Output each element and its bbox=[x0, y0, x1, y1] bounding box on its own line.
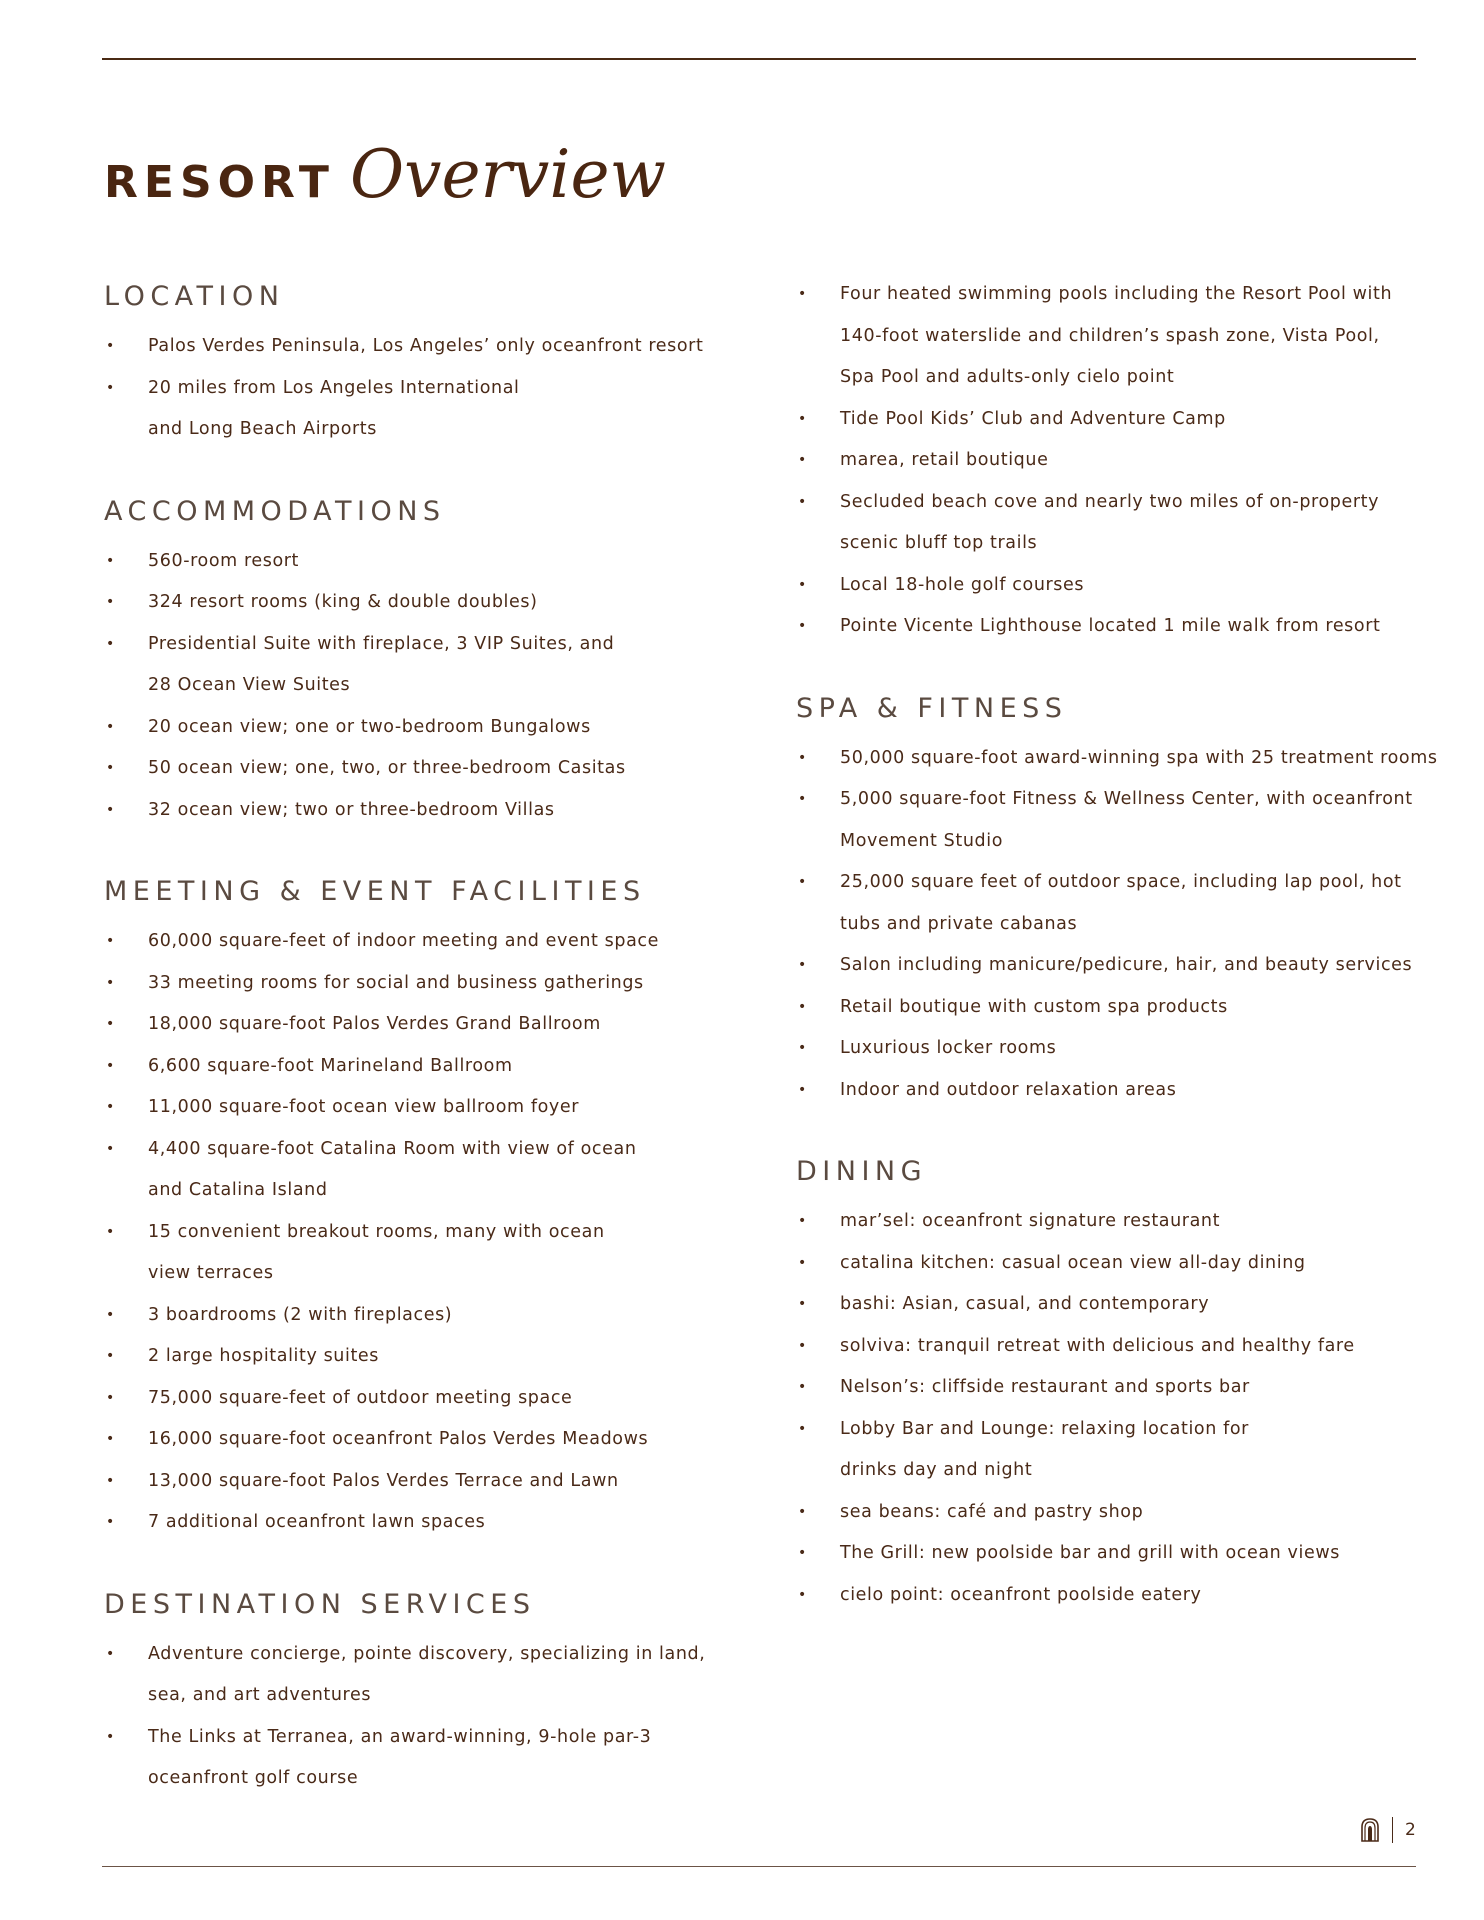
bullet-icon: • bbox=[106, 974, 115, 991]
list-item-continuation bbox=[104, 409, 724, 451]
list-item bbox=[104, 1419, 724, 1461]
bullet-icon: • bbox=[106, 379, 115, 396]
list-item bbox=[104, 707, 724, 749]
list-item bbox=[104, 1717, 724, 1759]
list-item-text: 18,000 square-foot Palos Verdes Grand Ballroom bbox=[148, 1014, 601, 1034]
list-item bbox=[796, 606, 1456, 648]
list-item-text: 28 Ocean View Suites bbox=[148, 675, 351, 695]
list-item-text: 6,600 square-foot Marineland Ballroom bbox=[148, 1055, 513, 1076]
bullet-icon: • bbox=[798, 1586, 807, 1603]
list-item bbox=[796, 779, 1456, 821]
list-item-text: and Long Beach Airports bbox=[148, 419, 377, 439]
list-item bbox=[796, 738, 1456, 780]
bullet-icon: • bbox=[798, 1503, 807, 1520]
list-item bbox=[796, 399, 1456, 441]
bullet-icon: • bbox=[106, 801, 115, 818]
section bbox=[104, 493, 724, 832]
list-item-text: 2 large hospitality suites bbox=[148, 1346, 380, 1366]
list-item-text: 33 meeting rooms for social and business gatherings bbox=[148, 972, 644, 993]
list-item-text: 20 miles from Los Angeles International bbox=[148, 377, 520, 398]
top-rule bbox=[102, 58, 1416, 60]
list-item-text: Spa Pool and adults-only cielo point bbox=[840, 367, 1175, 387]
bullet-icon: • bbox=[798, 749, 807, 766]
title-script-text: Overview bbox=[350, 136, 666, 213]
list-item bbox=[104, 1502, 724, 1544]
list-item-text: solviva: tranquil retreat with delicious and healthy fare bbox=[840, 1335, 1355, 1356]
list-item bbox=[796, 274, 1456, 316]
list-item bbox=[796, 1409, 1456, 1451]
list-item-text: Pointe Vicente Lighthouse located 1 mile walk from resort bbox=[840, 616, 1381, 636]
section-heading: ACCOMMODATIONS bbox=[104, 495, 446, 527]
list-item bbox=[104, 1336, 724, 1378]
list-item-text: catalina kitchen: casual ocean view all-day dining bbox=[840, 1252, 1306, 1273]
list-item bbox=[104, 1295, 724, 1337]
bullet-icon: • bbox=[798, 998, 807, 1015]
section bbox=[796, 274, 1456, 648]
bullet-icon: • bbox=[798, 493, 807, 510]
list-item-text: bashi: Asian, casual, and contemporary bbox=[840, 1294, 1210, 1314]
bullet-icon: • bbox=[106, 718, 115, 735]
bullet-list bbox=[796, 738, 1456, 1112]
list-item bbox=[104, 1634, 724, 1676]
list-item-text: 15 convenient breakout rooms, many with ocean bbox=[148, 1221, 605, 1242]
bullet-icon: • bbox=[798, 1254, 807, 1271]
list-item-text: Adventure concierge, pointe discovery, specializing in land, bbox=[148, 1643, 706, 1664]
bullet-icon: • bbox=[798, 410, 807, 427]
list-item-text: Presidential Suite with fireplace, 3 VIP Suites, and bbox=[148, 633, 615, 654]
list-item-text: 560-room resort bbox=[148, 550, 300, 571]
list-item bbox=[796, 482, 1456, 524]
bullet-icon: • bbox=[798, 1545, 807, 1561]
list-item bbox=[796, 1070, 1456, 1112]
list-item bbox=[796, 1533, 1456, 1575]
bullet-list bbox=[104, 326, 724, 451]
list-item-text: view terraces bbox=[148, 1263, 274, 1283]
left-column bbox=[104, 278, 724, 1842]
bullet-icon: • bbox=[106, 1223, 115, 1240]
bullet-icon: • bbox=[798, 1296, 807, 1312]
list-item bbox=[104, 368, 724, 410]
section-heading: SPA & FITNESS bbox=[796, 692, 1068, 724]
list-item-text: Palos Verdes Peninsula, Los Angeles’ only oceanfront resort bbox=[148, 336, 704, 356]
page-title bbox=[104, 136, 666, 216]
list-item bbox=[796, 1492, 1456, 1534]
list-item-text: 4,400 square-foot Catalina Room with view of ocean bbox=[148, 1138, 637, 1159]
list-item-text: 25,000 square feet of outdoor space, including lap pool, hot bbox=[840, 872, 1402, 892]
list-item-text: 50,000 square-foot award-winning spa with 25 treatment rooms bbox=[840, 747, 1438, 768]
list-item-text: 13,000 square-foot Palos Verdes Terrace and Lawn bbox=[148, 1470, 619, 1491]
list-item bbox=[796, 1575, 1456, 1617]
list-item-text: 7 additional oceanfront lawn spaces bbox=[148, 1512, 486, 1532]
bullet-icon: • bbox=[106, 1645, 115, 1662]
arch-logo-icon bbox=[1360, 1818, 1380, 1842]
section bbox=[796, 1153, 1456, 1616]
right-column bbox=[796, 274, 1456, 1658]
list-item-continuation bbox=[796, 821, 1456, 863]
section-heading: DINING bbox=[796, 1156, 928, 1187]
list-item-text: 32 ocean view; two or three-bedroom Villas bbox=[148, 799, 555, 820]
bullet-list bbox=[796, 1201, 1456, 1616]
bullet-icon: • bbox=[106, 1431, 115, 1447]
list-item bbox=[104, 1046, 724, 1088]
bullet-icon: • bbox=[798, 791, 807, 807]
list-item bbox=[104, 963, 724, 1005]
list-item bbox=[796, 945, 1456, 987]
list-item bbox=[796, 1028, 1456, 1070]
bullet-list bbox=[796, 274, 1456, 648]
list-item-text: scenic bluff top trails bbox=[840, 533, 1038, 553]
bullet-icon: • bbox=[798, 452, 807, 468]
list-item-text: 5,000 square-foot Fitness & Wellness Center, with oceanfront bbox=[840, 789, 1413, 809]
list-item-text: Luxurious locker rooms bbox=[840, 1038, 1057, 1058]
bullet-icon: • bbox=[798, 1081, 807, 1098]
page-footer bbox=[1360, 1814, 1416, 1846]
list-item-continuation bbox=[796, 357, 1456, 399]
list-item-text: Salon including manicure/pedicure, hair, and beauty services bbox=[840, 955, 1413, 975]
list-item-text: marea, retail boutique bbox=[840, 450, 1049, 470]
list-item bbox=[104, 921, 724, 963]
list-item bbox=[104, 326, 724, 368]
bullet-icon: • bbox=[106, 1389, 115, 1406]
bullet-icon: • bbox=[106, 1306, 115, 1323]
list-item-text: The Links at Terranea, an award-winning, 9-hole par-3 bbox=[148, 1726, 652, 1747]
list-item bbox=[104, 1461, 724, 1503]
bullet-icon: • bbox=[798, 1213, 807, 1229]
list-item-text: 75,000 square-feet of outdoor meeting space bbox=[148, 1387, 573, 1408]
list-item bbox=[796, 862, 1456, 904]
bullet-icon: • bbox=[106, 933, 115, 949]
bullet-icon: • bbox=[798, 618, 807, 634]
list-item-continuation bbox=[104, 1675, 724, 1717]
list-item bbox=[104, 1087, 724, 1129]
bullet-list bbox=[104, 1634, 724, 1800]
list-item-text: oceanfront golf course bbox=[148, 1768, 359, 1788]
bullet-icon: • bbox=[106, 1016, 115, 1032]
bullet-list bbox=[104, 541, 724, 832]
list-item-continuation bbox=[104, 1170, 724, 1212]
list-item-text: 60,000 square-feet of indoor meeting and event space bbox=[148, 931, 660, 951]
bullet-icon: • bbox=[106, 760, 115, 776]
bullet-icon: • bbox=[106, 1348, 115, 1364]
list-item bbox=[796, 987, 1456, 1029]
list-item bbox=[104, 624, 724, 666]
list-item-continuation bbox=[796, 523, 1456, 565]
list-item-continuation bbox=[796, 316, 1456, 358]
section bbox=[104, 873, 724, 1544]
bullet-icon: • bbox=[106, 1057, 115, 1074]
list-item bbox=[796, 1326, 1456, 1368]
bottom-rule bbox=[102, 1866, 1416, 1867]
list-item-continuation bbox=[796, 1450, 1456, 1492]
section-heading: DESTINATION SERVICES bbox=[104, 1588, 536, 1620]
list-item-text: Retail boutique with custom spa products bbox=[840, 996, 1228, 1017]
bullet-icon: • bbox=[106, 338, 115, 354]
bullet-list bbox=[104, 921, 724, 1544]
list-item bbox=[104, 790, 724, 832]
list-item bbox=[796, 565, 1456, 607]
footer-divider bbox=[1392, 1817, 1393, 1843]
bullet-icon: • bbox=[106, 1728, 115, 1745]
bullet-icon: • bbox=[106, 1514, 115, 1530]
list-item-text: Secluded beach cove and nearly two miles of on-property bbox=[840, 491, 1380, 512]
list-item bbox=[104, 748, 724, 790]
list-item-text: Movement Studio bbox=[840, 830, 1003, 851]
list-item bbox=[796, 1243, 1456, 1285]
list-item bbox=[104, 1004, 724, 1046]
bullet-icon: • bbox=[798, 576, 807, 593]
list-item-text: Lobby Bar and Lounge: relaxing location for bbox=[840, 1418, 1249, 1439]
bullet-icon: • bbox=[106, 1099, 115, 1115]
list-item-text: 324 resort rooms (king & double doubles) bbox=[148, 592, 538, 612]
list-item-text: 50 ocean view; one, two, or three-bedroom Casitas bbox=[148, 758, 626, 778]
list-item bbox=[796, 1201, 1456, 1243]
section-heading: LOCATION bbox=[104, 281, 285, 312]
list-item-text: Nelson’s: cliffside restaurant and sports bar bbox=[840, 1377, 1250, 1397]
list-item-text: tubs and private cabanas bbox=[840, 913, 1078, 934]
bullet-icon: • bbox=[798, 1379, 807, 1395]
list-item-text: Tide Pool Kids’ Club and Adventure Camp bbox=[840, 408, 1226, 429]
list-item-text: cielo point: oceanfront poolside eatery bbox=[840, 1584, 1202, 1605]
list-item-text: sea, and art adventures bbox=[148, 1685, 372, 1705]
list-item bbox=[796, 440, 1456, 482]
list-item bbox=[796, 1367, 1456, 1409]
list-item bbox=[104, 1129, 724, 1171]
list-item bbox=[104, 582, 724, 624]
list-item-text: 16,000 square-foot oceanfront Palos Verdes Meadows bbox=[148, 1429, 649, 1449]
list-item-text: Indoor and outdoor relaxation areas bbox=[840, 1079, 1177, 1100]
list-item bbox=[104, 541, 724, 583]
bullet-icon: • bbox=[106, 1140, 115, 1157]
bullet-icon: • bbox=[798, 1420, 807, 1437]
page-number: 2 bbox=[1405, 1820, 1416, 1840]
section-heading: MEETING & EVENT FACILITIES bbox=[104, 876, 646, 907]
list-item-text: The Grill: new poolside bar and grill with ocean views bbox=[840, 1543, 1340, 1563]
bullet-icon: • bbox=[106, 594, 115, 610]
list-item-text: 3 boardrooms (2 with fireplaces) bbox=[148, 1304, 453, 1325]
section bbox=[104, 1586, 724, 1800]
list-item-text: mar’sel: oceanfront signature restaurant bbox=[840, 1211, 1221, 1231]
list-item-text: 140-foot waterslide and children’s spash zone, Vista Pool, bbox=[840, 325, 1380, 346]
list-item-text: drinks day and night bbox=[840, 1460, 1033, 1480]
title-bold-text: RESORT bbox=[104, 157, 335, 208]
list-item-text: 11,000 square-foot ocean view ballroom foyer bbox=[148, 1097, 580, 1117]
bullet-icon: • bbox=[106, 1472, 115, 1489]
bullet-icon: • bbox=[798, 1040, 807, 1056]
section bbox=[796, 690, 1456, 1112]
list-item-continuation bbox=[104, 665, 724, 707]
list-item-text: Four heated swimming pools including the Resort Pool with bbox=[840, 284, 1393, 304]
list-item-text: Local 18-hole golf courses bbox=[840, 574, 1085, 595]
bullet-icon: • bbox=[798, 957, 807, 973]
list-item-text: and Catalina Island bbox=[148, 1180, 328, 1200]
bullet-icon: • bbox=[106, 552, 115, 569]
list-item bbox=[104, 1378, 724, 1420]
bullet-icon: • bbox=[106, 635, 115, 652]
list-item-text: sea beans: café and pastry shop bbox=[840, 1501, 1144, 1522]
list-item bbox=[796, 1284, 1456, 1326]
list-item-continuation bbox=[104, 1253, 724, 1295]
bullet-icon: • bbox=[798, 874, 807, 890]
bullet-icon: • bbox=[798, 286, 807, 302]
list-item-continuation bbox=[796, 904, 1456, 946]
bullet-icon: • bbox=[798, 1337, 807, 1354]
section bbox=[104, 278, 724, 451]
list-item bbox=[104, 1212, 724, 1254]
list-item-continuation bbox=[104, 1758, 724, 1800]
list-item-text: 20 ocean view; one or two-bedroom Bungalows bbox=[148, 716, 591, 737]
